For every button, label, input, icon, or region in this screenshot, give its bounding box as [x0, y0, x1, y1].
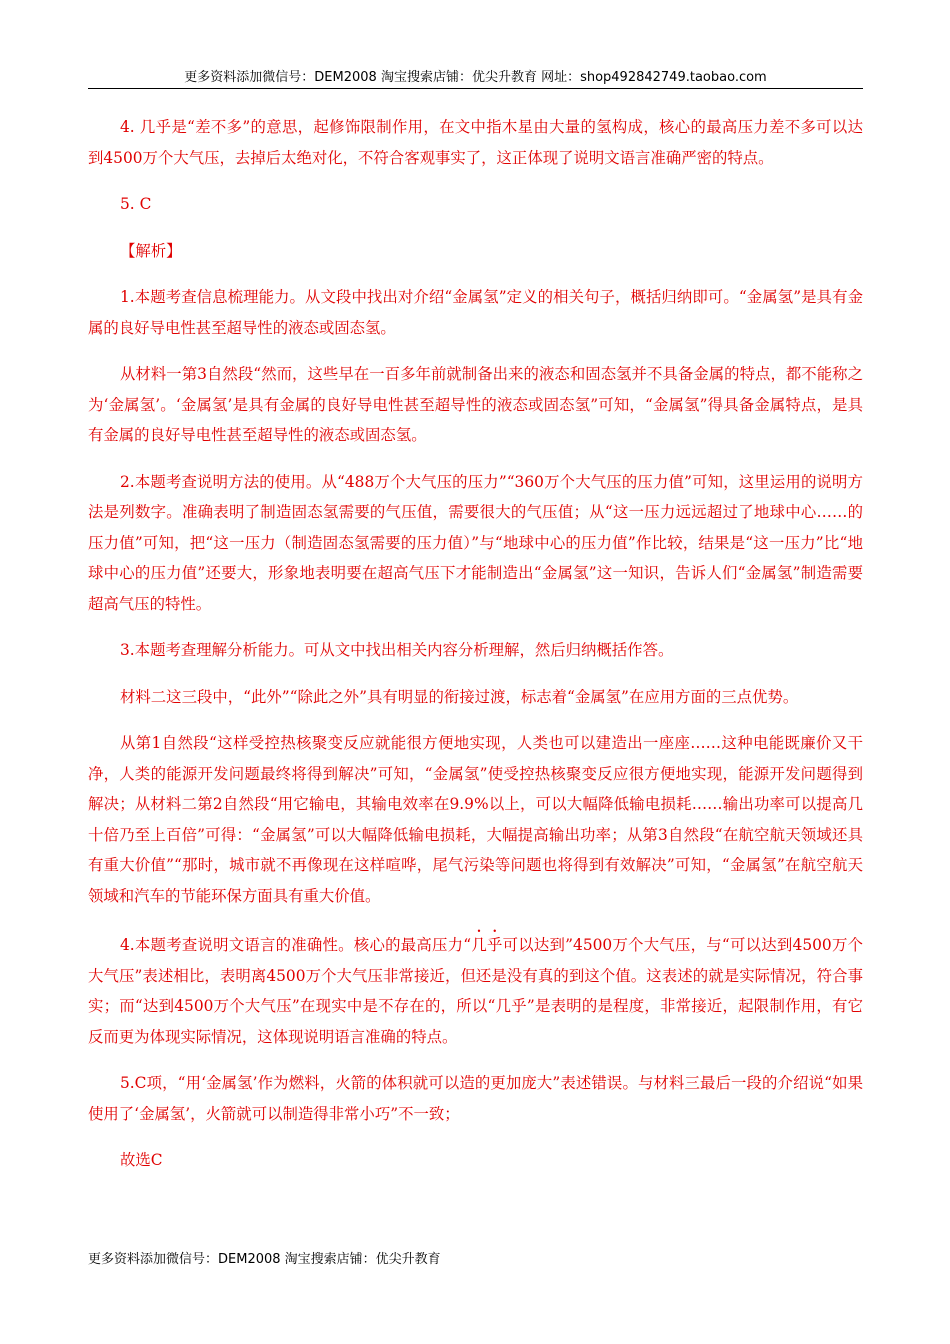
analysis-5-paragraph: 5.C项，“用‘金属氢’作为燃料，火箭的体积就可以造的更加庞大”表述错误。与材料三最后一段的介绍说“如果使用了‘金属氢’，火箭就可以制造得非常小巧”不一致；	[88, 1074, 863, 1123]
analysis-3-evidence-paragraph: 从第1自然段“这样受控热核聚变反应就能很方便地实现，人类也可以建造出一座座……这种电能既廉价又干净，人类的能源开发问题最终将得到解决”可知，“金属氢”使受控热核聚变反应很方便地实现，能源开发问题得到解决；从材料二第2自然段“用它输电，其输电效率在9.9%以上，可以大幅降低输电损耗……输出功率可以提高几十倍乃至上百倍”可得：“金属氢”可以大幅降低输电损耗，大幅提高输出功率；从第3自然段“在航空航天领域还具有重大价值”“那时，城市就不再像现在这样喧哗，尾气污染等问题也将得到有效解决”可知，“金属氢”在航空航天领域和汽车的节能环保方面具有重大价值。	[88, 734, 863, 905]
analysis-3-detail-paragraph: 材料二这三段中，“此外”“除此之外”具有明显的衔接过渡，标志着“金属氢”在应用方面的三点优势。	[120, 687, 799, 706]
document-body	[88, 112, 863, 1192]
page-footer: 更多资料添加微信号：DEM2008 淘宝搜索店铺：优尖升教育	[88, 1252, 441, 1267]
analysis-2-paragraph: 2.本题考查说明方法的使用。从“488万个大气压的压力”“360万个大气压的压力值”可知，这里运用的说明方法是列数字。准确表明了制造固态氢需要的气压值，需要很大的气压值；从“这一压力远远超过了地球中心……的压力值”可知，把“这一压力（制造固态氢需要的压力值）”与“地球中心的压力值”作比较，结果是“这一压力”比“地球中心的压力值”还要大，形象地表明要在超高气压下才能制造出“金属氢”这一知识，告诉人们“金属氢”制造需要超高气压的特性。	[88, 472, 863, 613]
analysis-1-detail-paragraph: 从材料一第3自然段“然而，这些早在一百多年前就制备出来的液态和固态氢并不具备金属的特点，都不能称之为‘金属氢’。‘金属氢’是具有金属的良好导电性甚至超导性的液态或固态氢”可知，“金属氢”得具备金属特点，是具有金属的良好导电性甚至超导性的液态或固态氢。	[88, 365, 863, 444]
header-divider	[88, 88, 863, 89]
answer-4-paragraph: 4. 几乎是“差不多”的意思，起修饰限制作用，在文中指木星由大量的氢构成，核心的最高压力差不多可以达到4500万个大气压，去掉后太绝对化，不符合客观事实了，这正体现了说明文语言准确严密的特点。	[88, 118, 863, 167]
final-answer-paragraph: 故选C	[120, 1151, 163, 1169]
page-header: 更多资料添加微信号：DEM2008 淘宝搜索店铺：优尖升教育 网址：shop492842749.taobao.com	[184, 70, 767, 85]
emphasized-word: 几乎	[471, 936, 503, 954]
analysis-4-paragraph	[88, 927, 863, 1052]
analysis-3-paragraph: 3.本题考查理解分析能力。可从文中找出相关内容分析理解，然后归纳概括作答。	[120, 641, 674, 659]
analysis-heading: 【解析】	[120, 241, 182, 260]
analysis-4-text-start: 4.本题考查说明文语言的准确性。核心的最高压力“	[120, 936, 472, 954]
analysis-4-text-end: 可以达到”4500万个大气压，与“可以达到4500万个大气压”表述相比，表明离4500万个大气压非常接近，但还是没有真的到这个值。这表述的就是实际情况，符合事实；而“达到4500万个大气压”在现实中是不存在的，所以“几乎”是表明的是程度，非常接近，起限制作用，有它反而更为体现实际情况，这体现说明语言准确的特点。	[88, 936, 863, 1046]
answer-5-paragraph: 5. C	[120, 195, 152, 213]
analysis-1-paragraph: 1.本题考查信息梳理能力。从文段中找出对介绍“金属氢”定义的相关句子，概括归纳即可。“金属氢”是具有金属的良好导电性甚至超导性的液态或固态氢。	[88, 288, 863, 337]
